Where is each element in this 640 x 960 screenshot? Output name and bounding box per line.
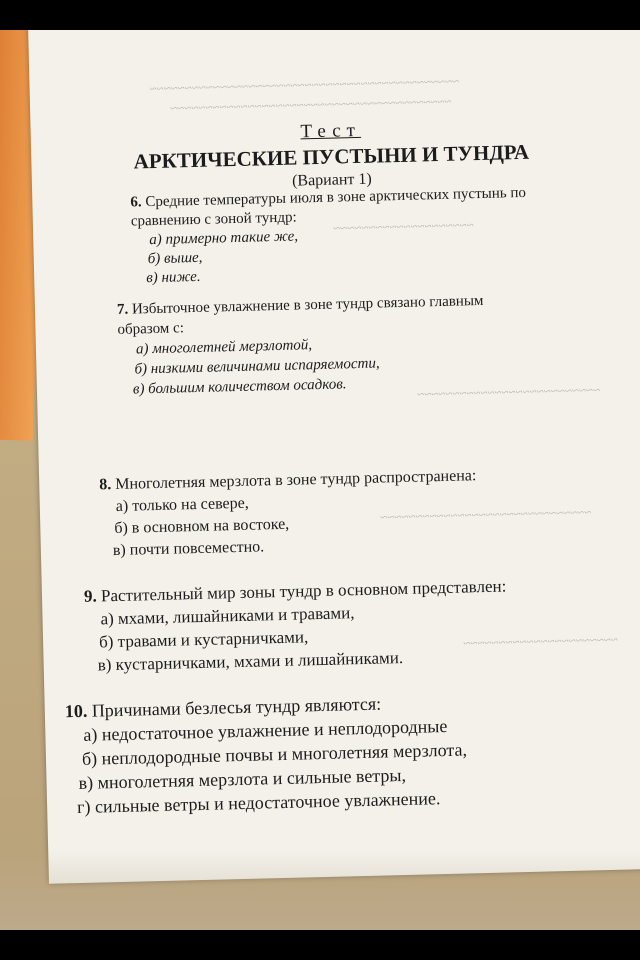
answer-option: в) кустарничками, мхами и лишайниками. <box>97 648 404 675</box>
question-text-line: сравнению с зоной тундр: <box>130 209 297 230</box>
test-label: Тест <box>300 119 362 143</box>
question-text-line: Избыточное увлажнение в зоне тундр связано главным <box>131 292 484 318</box>
question-number: 6. <box>130 194 142 211</box>
answer-option: а) мхами, лишайниками и травами, <box>100 603 355 629</box>
show-through-text: ~~~~~~~~~~~~~~~~~~~~~~~~~~~~~~~~~~~~~~~~ <box>169 93 452 116</box>
show-through-text: ~~~~~~~~~~~~~~~~~~~~~~ <box>463 631 619 651</box>
answer-option: а) многолетней мерзлотой, <box>135 337 313 358</box>
answer-option: в) почти повсеместно. <box>112 538 265 560</box>
answer-option: в) большим количеством осадков. <box>132 376 347 398</box>
answer-option: в) ниже. <box>146 268 201 287</box>
answer-option: б) выше, <box>147 249 203 268</box>
question-number: 10. <box>64 700 88 722</box>
photo-background <box>0 30 640 930</box>
answer-option: а) только на севере, <box>115 494 249 515</box>
answer-option: а) примерно такие же, <box>149 228 299 249</box>
question-7 <box>117 287 629 399</box>
answer-option: б) травами и кустарничками, <box>98 627 309 652</box>
answer-option: б) в основном на востоке, <box>114 515 290 538</box>
answer-option: б) неплодородные почвы и многолетняя мерзлота, <box>81 739 468 769</box>
plastic-sleeve-edge <box>0 850 640 930</box>
question-text-line: образом с: <box>117 320 185 338</box>
page-title: АРКТИЧЕСКИЕ ПУСТЫНИ И ТУНДРА <box>133 139 530 174</box>
question-9 <box>84 571 640 677</box>
show-through-text: ~~~~~~~~~~~~~~~~~~~~~~~~~~~~~~ <box>379 504 592 525</box>
question-text-line: Средние температуры июля в зоне арктических пустынь по <box>145 184 527 211</box>
question-text-line: Причинами безлесья тундр являются: <box>91 693 382 721</box>
answer-option: б) низкими величинами испаряемости, <box>134 355 380 378</box>
answer-option: г) сильные ветры и недостаточное увлажнение. <box>76 788 441 818</box>
question-text-line: Растительный мир зоны тундр в основном представлен: <box>100 576 507 606</box>
show-through-text: ~~~~~~~~~~~~~~~~~~~~ <box>332 217 474 236</box>
question-number: 9. <box>83 586 97 606</box>
test-sheet <box>28 30 640 884</box>
show-through-text: ~~~~~~~~~~~~~~~~~~~~~~~~~~ <box>416 382 601 402</box>
question-10 <box>65 685 640 820</box>
variant-label: (Вариант 1) <box>291 170 372 190</box>
answer-option: в) многолетняя мерзлота и сильные ветры, <box>78 764 407 793</box>
question-number: 8. <box>99 476 112 494</box>
question-text-line: Многолетняя мерзлота в зоне тундр распространена: <box>115 467 477 494</box>
show-through-text: ~~~~~~~~~~~~~~~~~~~~~~~~~~~~~~~~~~~~~~~~~~~~ <box>149 73 460 97</box>
answer-option: а) недостаточное увлажнение и неплодородные <box>83 715 448 745</box>
question-8 <box>99 462 621 563</box>
question-number: 7. <box>116 301 129 318</box>
question-6 <box>130 182 612 289</box>
